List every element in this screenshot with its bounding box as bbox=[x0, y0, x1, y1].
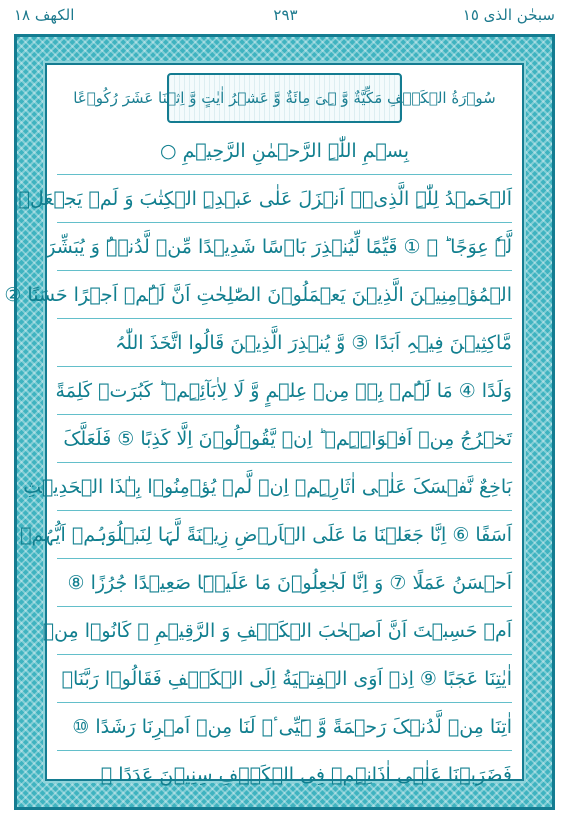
text-line bbox=[23, 463, 512, 511]
line-text: وَلَدًا ④ مَا لَہُمۡ بِہٖ مِنۡ عِلۡمٍ وَّ لَا لِاٰبَآئِہِمۡ ؕ کَبُرَتۡ کَلِمَةً bbox=[55, 379, 512, 402]
line-text: الۡمُؤۡمِنِیۡنَ الَّذِیۡنَ یَعۡمَلُوۡنَ الصّٰلِحٰتِ اَنَّ لَہُمۡ اَجۡرًا حَسَنًا ② bbox=[4, 283, 512, 306]
text-line bbox=[57, 415, 512, 463]
text-line bbox=[57, 703, 512, 751]
page-header bbox=[0, 0, 571, 34]
text-line bbox=[57, 559, 512, 607]
line-text: اَحۡسَنُ عَمَلًا ⑦ وَ اِنَّا لَجٰعِلُوۡنَ مَا عَلَیۡہَا صَعِیۡدًا جُرُزًا ⑧ bbox=[67, 571, 512, 594]
line-text: اٰیٰتِنَا عَجَبًا ⑨ اِذۡ اَوَی الۡفِتۡیَةُ اِلَی الۡکَہۡفِ فَقَالُوۡا رَبَّنَاۤ bbox=[61, 667, 512, 690]
surah-title-box bbox=[73, 73, 496, 123]
text-line bbox=[46, 223, 512, 271]
text-line bbox=[4, 271, 512, 319]
text-line bbox=[42, 607, 512, 655]
header-page-number: ٢٩٣ bbox=[273, 6, 298, 24]
text-line bbox=[57, 655, 512, 703]
text-area bbox=[4, 63, 524, 786]
line-text: تَخۡرُجُ مِنۡ اَفۡوَاہِہِمۡ ؕ اِنۡ یَّقُوۡلُوۡنَ اِلَّا کَذِبًا ⑤ فَلَعَلَّکَ bbox=[63, 427, 512, 450]
line-text: اٰتِنَا مِنۡ لَّدُنۡکَ رَحۡمَةً وَّ ہَیِّیٴۡ لَنَا مِنۡ اَمۡرِنَا رَشَدًا ⑩ bbox=[72, 715, 512, 738]
line-text: بِسۡمِ اللّٰہِ الرَّحۡمٰنِ الرَّحِیۡمِ ○ bbox=[159, 139, 409, 162]
line-text: لَّہٗ عِوَجًا ؕ ۜ ① قَیِّمًا لِّیُنۡذِرَ بَاۡسًا شَدِیۡدًا مِّنۡ لَّدُنۡہُ وَ یُبَشِّرَ bbox=[46, 235, 512, 258]
text-line bbox=[20, 511, 512, 559]
decorative-page-frame bbox=[4, 34, 555, 810]
line-text: مَّاکِثِیۡنَ فِیۡہِ اَبَدًا ③ وَّ یُنۡذِرَ الَّذِیۡنَ قَالُوا اتَّخَذَ اللّٰہُ bbox=[115, 331, 512, 354]
line-text: بَاخِعٌ نَّفۡسَکَ عَلٰۤی اٰثَارِہِمۡ اِنۡ لَّمۡ یُؤۡمِنُوۡا بِہٰذَا الۡحَدِیۡثِ bbox=[23, 475, 512, 498]
text-line bbox=[57, 319, 512, 367]
text-line bbox=[18, 175, 512, 223]
line-text: اَسَفًا ⑥ اِنَّا جَعَلۡنَا مَا عَلَی الۡاَرۡضِ زِیۡنَةً لَّہَا لِنَبۡلُوَہُمۡ اَیُّہُمۡ bbox=[20, 523, 512, 546]
line-text: اَمۡ حَسِبۡتَ اَنَّ اَصۡحٰبَ الۡکَہۡفِ وَ الرَّقِیۡمِ ۙ کَانُوۡا مِنۡ bbox=[42, 619, 512, 642]
line-text: فَضَرَبۡنَا عَلٰۤی اٰذَانِہِمۡ فِی الۡکَہۡفِ سِنِیۡنَ عَدَدًا ⑪ bbox=[100, 763, 512, 786]
header-surah-name: الکھف ١٨ bbox=[14, 6, 75, 24]
bismillah-line bbox=[57, 127, 512, 175]
verse-lines bbox=[4, 127, 512, 786]
line-text: اَلۡحَمۡدُ لِلّٰہِ الَّذِیۡۤ اَنۡزَلَ عَلٰی عَبۡدِہِ الۡکِتٰبَ وَ لَمۡ یَجۡعَلۡ bbox=[18, 187, 512, 210]
header-para-name: سبحٰن الذی ١٥ bbox=[462, 6, 555, 24]
surah-title: سُوۡرَةُ الۡکَہۡفِ مَکِّیَّةٌ وَّ ہِیَ مِائَةٌ وَّ عَشۡرُ اٰیٰتٍ وَّ اِثۡنَا عَشَرَ رُکُوۡعًا bbox=[73, 89, 496, 107]
text-line bbox=[57, 751, 512, 798]
text-line bbox=[57, 367, 512, 415]
